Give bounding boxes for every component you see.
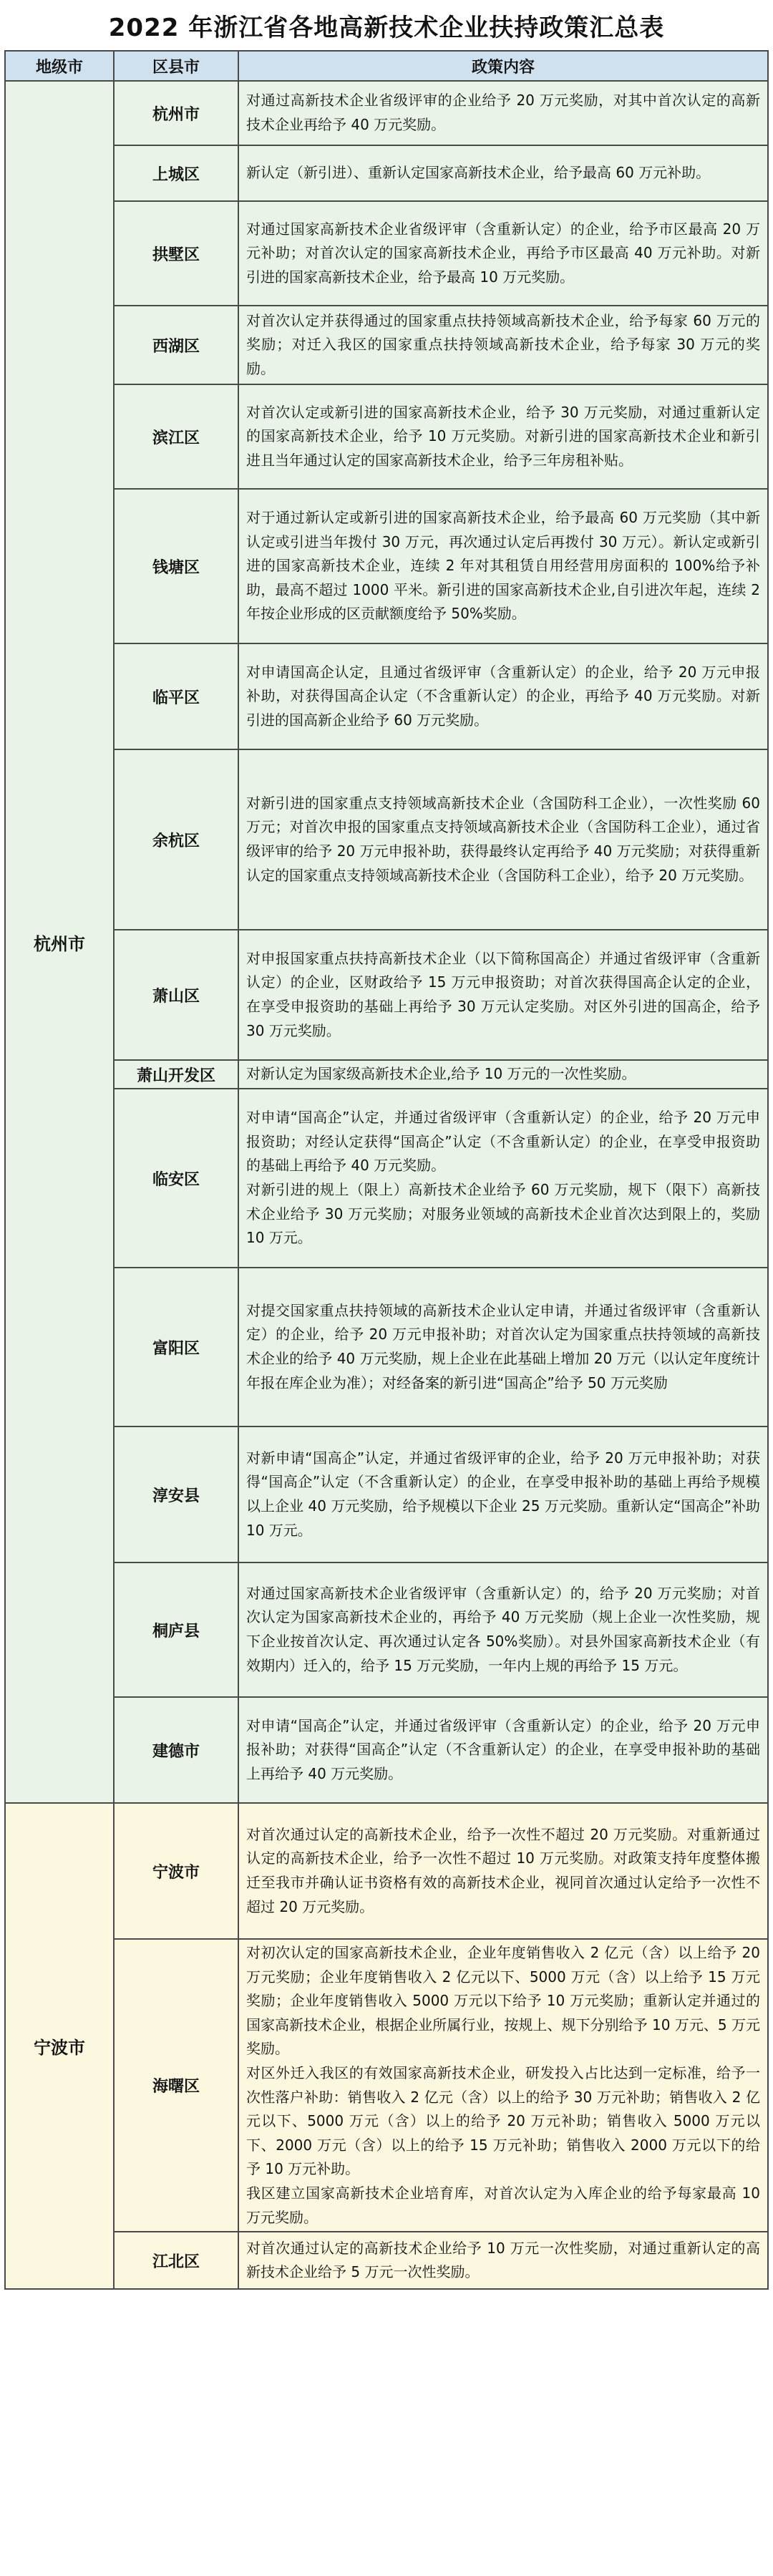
table-row	[5, 489, 768, 643]
policy-cell: 对通过国家高新技术企业省级评审（含重新认定）的，给予 20 万元奖励；对首次认定为国家高新技术企业的，再给予 40 万元奖励（规上企业一次性奖励，规下企业按首次认定、再次通过认定各 50%奖励）。对县外国家高新技术企业（有效期内）迁入的，给予 15 万元奖励，一年内上规的再给予 15 万元。	[238, 1562, 768, 1697]
district-cell: 余杭区	[114, 749, 238, 930]
city-cell-ningbo: 宁波市	[5, 1803, 114, 2289]
table-row	[5, 1562, 768, 1697]
table-row	[5, 306, 768, 384]
policy-cell: 对首次认定或新引进的国家高新技术企业，给予 30 万元奖励，对通过重新认定的国家高新技术企业，给予 10 万元奖励。对新引进的国家高新技术企业和新引进且当年通过认定的国家高新技术企业，给予三年房租补贴。	[238, 384, 768, 489]
table-row	[5, 384, 768, 489]
district-cell: 西湖区	[114, 306, 238, 384]
district-cell: 淳安县	[114, 1426, 238, 1562]
table-row	[5, 1060, 768, 1089]
page-title: 2022 年浙江省各地高新技术企业扶持政策汇总表	[108, 13, 665, 42]
table-row	[5, 201, 768, 306]
table-row	[5, 1268, 768, 1426]
city-cell-hangzhou: 杭州市	[5, 81, 114, 1803]
table-row	[5, 145, 768, 201]
policy-table	[4, 50, 769, 2290]
policy-cell: 新认定（新引进）、重新认定国家高新技术企业，给予最高 60 万元补助。	[238, 145, 768, 201]
district-cell: 钱塘区	[114, 489, 238, 643]
policy-cell: 对申报国家重点扶持高新技术企业（以下简称国高企）并通过省级评审（含重新认定）的企业，区财政给予 15 万元申报资助；对首次获得国高企认定的企业，在享受申报资助的基础上再给予 30 万元认定奖励。对区外引进的国高企，给予 30 万元奖励。	[238, 930, 768, 1060]
district-cell: 萧山开发区	[114, 1060, 238, 1089]
table-row	[5, 1939, 768, 2232]
policy-cell: 对申请“国高企”认定，并通过省级评审（含重新认定）的企业，给予 20 万元申报资助；对经认定获得“国高企”认定（不含重新认定）的企业，在享受申报资助的基础上再给予 40 万元奖励。 对新引进的规上（限上）高新技术企业给予 60 万元奖励，规下（限下）高新技术企业给予 30 万元奖励；对服务业领域的高新技术企业首次达到限上的，奖励 10 万元。	[238, 1089, 768, 1268]
table-row	[5, 2232, 768, 2289]
district-cell: 杭州市	[114, 81, 238, 145]
district-cell: 宁波市	[114, 1803, 238, 1939]
district-cell: 桐庐县	[114, 1562, 238, 1697]
table-row	[5, 643, 768, 749]
policy-cell: 对新引进的国家重点支持领域高新技术企业（含国防科工企业），一次性奖励 60 万元；对首次申报的国家重点支持领域高新技术企业（含国防科工企业），通过省级评审的给予 20 万元申报补助，获得最终认定再给予 40 万元奖励；对获得重新认定的国家重点支持领域高新技术企业（含国防科工企业），给予 20 万元奖励。	[238, 749, 768, 930]
district-cell: 建德市	[114, 1697, 238, 1803]
table-row	[5, 1426, 768, 1562]
district-cell: 临安区	[114, 1089, 238, 1268]
policy-cell: 对新申请“国高企”认定，并通过省级评审的企业，给予 20 万元申报补助；对获得“国高企”认定（不含重新认定）的企业，在享受申报补助的基础上再给予规模以上企业 40 万元奖励，给予规模以下企业 25 万元奖励。重新认定“国高企”补助 10 万元。	[238, 1426, 768, 1562]
district-cell: 萧山区	[114, 930, 238, 1060]
district-cell: 滨江区	[114, 384, 238, 489]
policy-cell: 对通过高新技术企业省级评审的企业给予 20 万元奖励，对其中首次认定的高新技术企业再给予 40 万元奖励。	[238, 81, 768, 145]
table-header-row	[5, 51, 768, 81]
district-cell: 临平区	[114, 643, 238, 749]
district-cell: 富阳区	[114, 1268, 238, 1426]
table-row	[5, 749, 768, 930]
policy-cell: 对首次认定并获得通过的国家重点扶持领域高新技术企业，给予每家 60 万元的奖励；对迁入我区的国家重点扶持领域高新技术企业，给予每家 30 万元的奖励。	[238, 306, 768, 384]
table-row	[5, 1697, 768, 1803]
policy-cell: 对提交国家重点扶持领域的高新技术企业认定申请，并通过省级评审（含重新认定）的企业，给予 20 万元申报补助；对首次认定为国家重点扶持领域的高新技术企业的给予 40 万元奖励，规上企业在此基础上增加 20 万元（以认定年度统计年报在库企业为准）；对经备案的新引进“国高企”给予 50 万元奖励	[238, 1268, 768, 1426]
policy-cell: 对申请国高企认定，且通过省级评审（含重新认定）的企业，给予 20 万元申报补助，对获得国高企认定（不含重新认定）的企业，再给予 40 万元奖励。对新引进的国高新企业给予 60 万元奖励。	[238, 643, 768, 749]
header-policy: 政策内容	[238, 51, 768, 81]
policy-cell: 对通过国家高新技术企业省级评审（含重新认定）的企业，给予市区最高 20 万元补助；对首次认定的国家高新技术企业，再给予市区最高 40 万元补助。对新引进的国家高新技术企业，给予最高 10 万元奖励。	[238, 201, 768, 306]
policy-cell: 对首次通过认定的高新技术企业，给予一次性不超过 20 万元奖励。对重新通过认定的高新技术企业，给予一次性不超过 10 万元奖励。对政策支持年度整体搬迁至我市并确认证书资格有效的高新技术企业，视同首次通过认定给予一次性不超过 20 万元奖励。	[238, 1803, 768, 1939]
header-city: 地级市	[5, 51, 114, 81]
policy-cell: 对初次认定的国家高新技术企业，企业年度销售收入 2 亿元（含）以上给予 20 万元奖励；企业年度销售收入 2 亿元以下、5000 万元（含）以上给予 15 万元奖励；企业年度销售收入 5000 万元以下给予 10 万元奖励；重新认定并通过的国家高新技术企业，根据企业所属行业，按规上、规下分别给予 10 万元、5 万元奖励。 对区外迁入我区的有效国家高新技术企业，研发投入占比达到一定标准，给予一次性落户补助：销售收入 2 亿元（含）以上的给予 30 万元补助；销售收入 2 亿元以下、5000 万元（含）以上的给予 20 万元补助；销售收入 5000 万元以下、2000 万元（含）以上的给予 15 万元补助；销售收入 2000 万元以下的给予 10 万元补助。 我区建立国家高新技术企业培育库，对首次认定为入库企业的给予每家最高 10 万元奖励。	[238, 1939, 768, 2232]
policy-cell: 对于通过新认定或新引进的国家高新技术企业，给予最高 60 万元奖励（其中新认定或引进当年拨付 30 万元，再次通过认定后再拨付 30 万元）。新认定或新引进的国家高新技术企业，连续 2 年对其租赁自用经营用房面积的 100%给予补助，最高不超过 1000 平米。新引进的国家高新技术企业,自引进次年起，连续 2 年按企业形成的区贡献额度给予 50%奖励。	[238, 489, 768, 643]
policy-cell: 对申请“国高企”认定，并通过省级评审（含重新认定）的企业，给予 20 万元申报补助；对获得“国高企”认定（不含重新认定）的企业，在享受申报补助的基础上再给予 40 万元奖励。	[238, 1697, 768, 1803]
table-row	[5, 1803, 768, 1939]
policy-cell: 对首次通过认定的高新技术企业给予 10 万元一次性奖励，对通过重新认定的高新技术企业给予 5 万元一次性奖励。	[238, 2232, 768, 2289]
district-cell: 海曙区	[114, 1939, 238, 2232]
table-row	[5, 1089, 768, 1268]
policy-cell: 对新认定为国家级高新技术企业,给予 10 万元的一次性奖励。	[238, 1060, 768, 1089]
district-cell: 拱墅区	[114, 201, 238, 306]
table-row	[5, 81, 768, 145]
table-row	[5, 930, 768, 1060]
district-cell: 江北区	[114, 2232, 238, 2289]
district-cell: 上城区	[114, 145, 238, 201]
header-district: 区县市	[114, 51, 238, 81]
